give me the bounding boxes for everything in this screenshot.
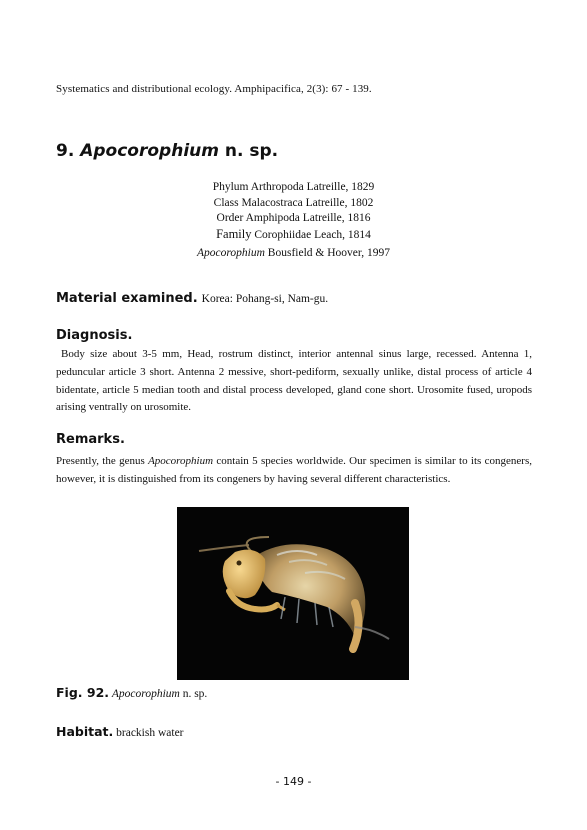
taxon-genus-name: Apocorophium <box>196 247 265 259</box>
taxon-phylum: Phylum Arthropoda Latreille, 1829 <box>212 181 375 193</box>
taxon-genus-line <box>0 246 587 262</box>
habitat-label: Habitat. <box>56 724 114 739</box>
remarks-genus: Apocorophium <box>148 455 214 467</box>
material-body: Korea: Pohang-si, Nam-gu. <box>201 293 329 305</box>
figure-suffix: n. sp. <box>182 688 208 700</box>
species-title <box>56 141 278 161</box>
diagnosis-heading: Diagnosis. <box>56 328 133 343</box>
material-heading: Material examined. <box>56 291 198 306</box>
figure-label: Fig. 92. <box>56 685 110 700</box>
figure-genus: Apocorophium <box>111 688 180 700</box>
taxon-genus-authority: Bousfield & Hoover, 1997 <box>267 247 390 259</box>
title-genus: Apocorophium <box>80 141 219 161</box>
remarks-text-post: contain 5 species worldwide. Our specimen is similar to its congeners, however, it is distinguished from its congeners by having several different characteristics. <box>56 455 532 485</box>
reference-line: Systematics and distributional ecology. Amphipacifica, 2(3): 67 - 139. <box>56 83 372 95</box>
taxon-family-name: Corophiidae Leach, 1814 <box>254 228 371 241</box>
taxon-family-label: Family <box>216 226 252 241</box>
figure-caption <box>56 685 207 700</box>
taxonomy-block <box>0 180 587 262</box>
remarks-heading: Remarks. <box>56 432 125 447</box>
remarks-body <box>56 453 532 489</box>
taxon-class: Class Malacostraca Latreille, 1802 <box>213 196 374 209</box>
page-number: - 149 - <box>275 775 312 788</box>
habitat-value: brackish water <box>116 727 184 739</box>
specimen-photo <box>177 507 409 680</box>
habitat-line <box>56 724 184 739</box>
title-suffix: n. sp. <box>224 141 279 161</box>
taxon-order: Order Amphipoda Latreille, 1816 <box>216 212 371 224</box>
title-number: 9. <box>56 141 75 161</box>
material-examined <box>56 289 328 307</box>
diagnosis-body: Body size about 3-5 mm, Head, rostrum distinct, interior antennal sinus large, recessed. Antenna 1, peduncular article 3 short. Antenna 2 messive, short-pediform, sexually unlike, distal process of article 4 bidentate, article 5 median tooth and distal process developed, gland cone short. Urosomite fused, uropods arising ventrally on urosomite. <box>56 348 532 414</box>
remarks-text-pre: Presently, the genus <box>56 455 149 467</box>
taxon-family-line <box>0 227 587 244</box>
amphipod-image <box>177 507 409 680</box>
